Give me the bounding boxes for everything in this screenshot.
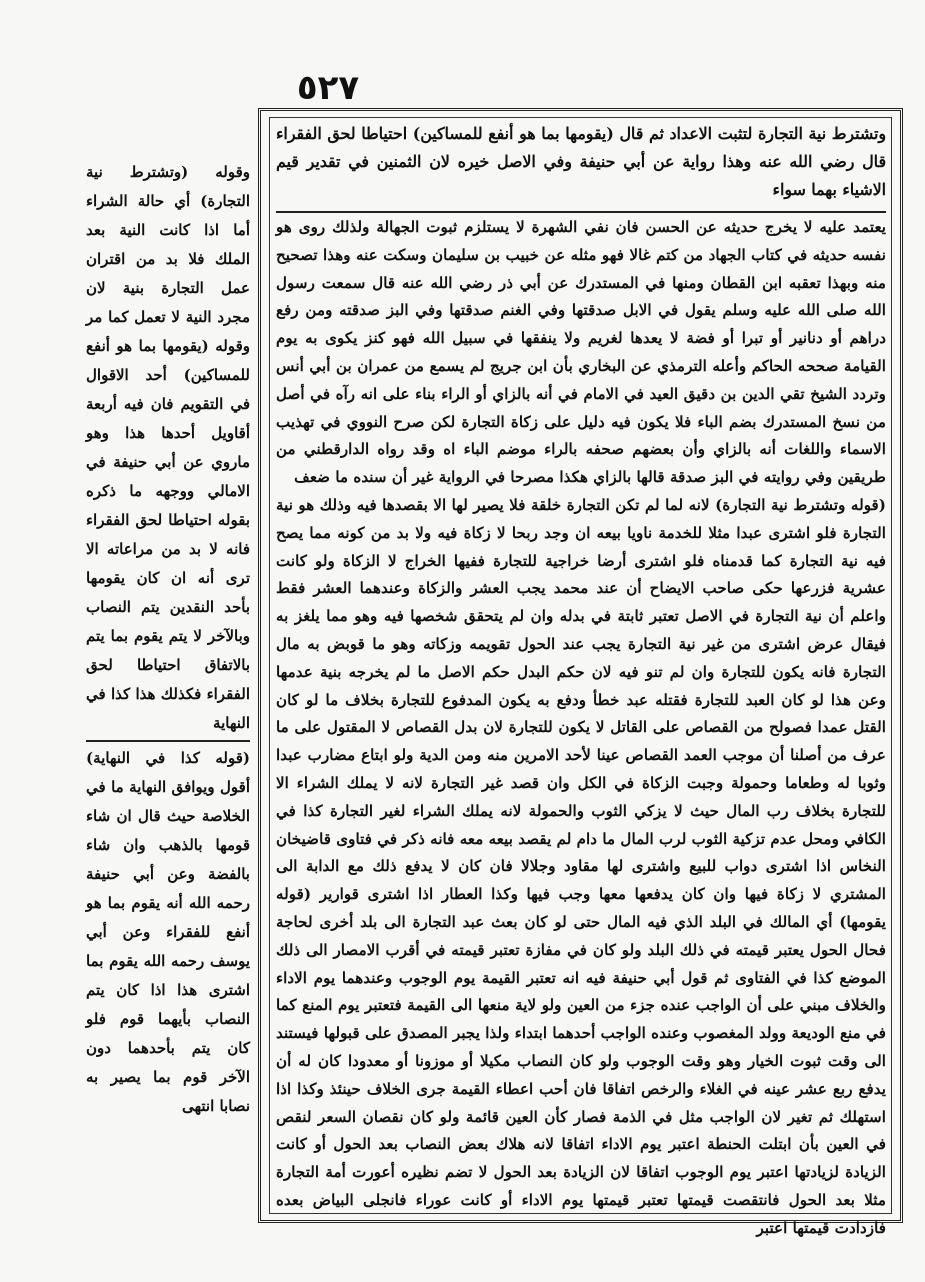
main-text-top: وتشترط نية التجارة لتثبت الاعداد ثم قال (يقومها بما هو أنفع للمساكين) احتياطا لحق الفقراء قال رضي الله عنه وهذا رواية عن أبي حنيفة وفي الاصل خيره لان الثمنين في تقدير قيم الاشياء بهما سواء	[276, 124, 886, 199]
main-text-divider	[276, 211, 886, 213]
margin-note-divider	[86, 740, 250, 742]
commentary-paragraph-1: يعتمد عليه لا يخرج حديثه عن الحسن فان نفي الشهرة لا يستلزم ثبوت الجهالة ولذلك روى هو نفسه حديثه في كتاب الجهاد من كتم غالا فهو مثله عن خبيب بن سليمان وسكت عنه وهذا تصحيح منه وبهذا تعقبه ابن القطان ومنها في المستدرك عن أبي ذر رضي الله عنه قال سمعت رسول الله صلى الله عليه وسلم يقول في الابل صدقتها وفي الغنم صدقتها وفي البز صدقته ومن رفع دراهم أو دنانير أو تبرا أو فضة لا يعدها لغريم ولا ينفقها في سبيل الله فهو كنز يكوى به يوم القيامة صححه الحاكم وأعله الترمذي عن البخاري بأن ابن جريج لم يسمع من عمران بن أبي أنس وتردد الشيخ تقي الدين بن دقيق العيد في الامام في أنه بالزاي أو الراء بناء على انه رآه في أصل من نسخ المستدرك بضم الباء فلا يكون فيه دليل على زكاة التجارة لكن صرح النووي في تهذيب الاسماء واللغات أنه بالزاي وأن بعضهم صحفه بالراء موضم الباء اه وقد رواه الدارقطني من طريقين وفي روايته في البز صدقة قالها بالزاي هكذا مصرحا في الرواية غير أن سنده ما ضعف	[276, 218, 886, 487]
margin-note-lower: (قوله كذا في النهاية) أقول ويوافق النهاية ما في الخلاصة حيث قال ان شاء قومها بالذهب وان شاء بالفضة وعن أبي حنيفة رحمه الله أنه يقوم بما هو أنفع للفقراء وعن أبي يوسف رحمه الله يقوم بما اشترى هذا اذا كان يتم النصاب بأيهما قوم فلو كان يتم بأحدهما دون الآخر قوم بما يصير به نصابا انتهى	[86, 749, 250, 1115]
page-number: ٥٢٧	[296, 68, 360, 108]
commentary-paragraph-2: (قوله وتشترط نية التجارة) لانه لما لم تكن التجارة خلقة فلا يصير لها الا بقصدها فيه وذلك هو نية التجارة فلو اشترى عبدا مثلا للخدمة ناويا بيعه ان وجد ربحا لا زكاة فيه ولا بد من كونه مما يصح فيه نية التجارة كما قدمناه فلو اشترى أرضا خراجية للتجارة ففيها الخراج لا الزكاة ولو كانت عشرية فزرعها حكى صاحب الايضاح أن عند محمد يجب العشر والزكاة وعندهما العشر فقط واعلم أن نية التجارة في الاصل تعتبر ثابتة في بدله وان لم يتحقق شخصها فيه وهو مما يلغز به فيقال عرض اشترى من غير نية التجارة يجب عند الحول تقويمه وزكاته وهو ما قوبض به مال التجارة فانه يكون للتجارة وان لم تنو فيه لان حكم البدل حكم الاصل ما لم يخرجه بنية عدمها وعن هذا لو كان العبد للتجارة فقتله عبد خطأ ودفع به يكون المدفوع للتجارة بخلاف ما لو كان القتل عمدا فصولح من القصاص على القاتل لا يكون للتجارة لان بدل القصاص لا المقتول على ما عرف من أصلنا أن موجب العمد القصاص عينا لأحد الامرين منه ومن الدية ولو ابتاع مضارب عبدا وثوبا له وطعاما وحمولة وجبت الزكاة في الكل وان قصد غير التجارة لانه لا يملك الشراء الا للتجارة بخلاف رب المال حيث لا يزكي الثوب والحمولة لانه يملك الشراء لغير التجارة كذا في الكافي ومحل عدم تزكية الثوب لرب المال ما دام لم يقصد بيعه معه فانه ذكر في فتاوى قاضيخان النخاس اذا اشترى دواب للبيع واشترى لها مقاود وجلالا فان كان لا يدفع ذلك مع الدابة الى المشتري لا زكاة فيها وان كان يدفعها معها وجب فيها وكذا العطار اذا اشترى قوارير (قوله يقومها) أي المالك في البلد الذي فيه المال حتى لو كان بعث عبد التجارة الى بلد أخرى لحاجة فحال الحول يعتبر قيمته في ذلك البلد ولو كان في مفازة تعتبر قيمته في أقرب الامصار الى ذلك الموضع كذا في الفتاوى ثم قول أبي حنيفة فيه انه تعتبر القيمة يوم الوجوب وعندهما يوم الاداء والخلاف مبني على أن الواجب عنده جزء من العين ولو لاية منعها الى القيمة فتعتبر يوم المنع كما في منع الوديعة وولد المغصوب وعنده الواجب أحدهما ابتداء ولذا يجبر المصدق على قبولها فيستند الى وقت ثبوت الخيار وهو وقت الوجوب ولو كان النصاب مكيلا أو موزونا أو معدودا كان له أن يدفع ربع عشر عينه في الغلاء والرخص اتفاقا فان أحب اعطاء القيمة جرى الخلاف حينئذ وكذا اذا استهلك ثم تغير لان الواجب مثل في الذمة فصار كأن العين قائمة ولو كان نقصان السعر لنقص في العين بأن ابتلت الحنطة اعتبر يوم الاداء اتفاقا لانه هلاك بعض النصاب بعد الحول أو كانت الزيادة لزيادتها اعتبر يوم الوجوب اتفاقا لان الزيادة بعد الحول لا تضم نظيره أعورت أمة التجارة مثلا بعد الحول فانتقصت قيمتها تعتبر قيمتها يوم الاداء أو كانت عوراء فانجلى البياض بعده فازدادت قيمتها اعتبر	[276, 495, 886, 1237]
margin-note-upper: وقوله (وتشترط نية التجارة) أي حالة الشراء أما اذا كانت النية بعد الملك فلا بد من اقتران عمل التجارة بنية لان مجرد النية لا تعمل كما مر وقوله (يقومها بما هو أنفع للمساكين) أحد الاقوال في التقويم فان فيه أربعة أقاويل أحدها هذا وهو ماروي عن أبي حنيفة في الامالي ووجهه ما ذكره بقوله احتياطا لحق الفقراء فانه لا بد من مراعاته الا ترى أنه ان كان يقومها بأحد النقدين يتم النصاب وبالآخر لا يتم يقوم بما يتم بالاتفاق احتياطا لحق الفقراء فكذلك هذا كذا في النهاية	[86, 163, 250, 732]
commentary-body	[276, 214, 886, 1237]
